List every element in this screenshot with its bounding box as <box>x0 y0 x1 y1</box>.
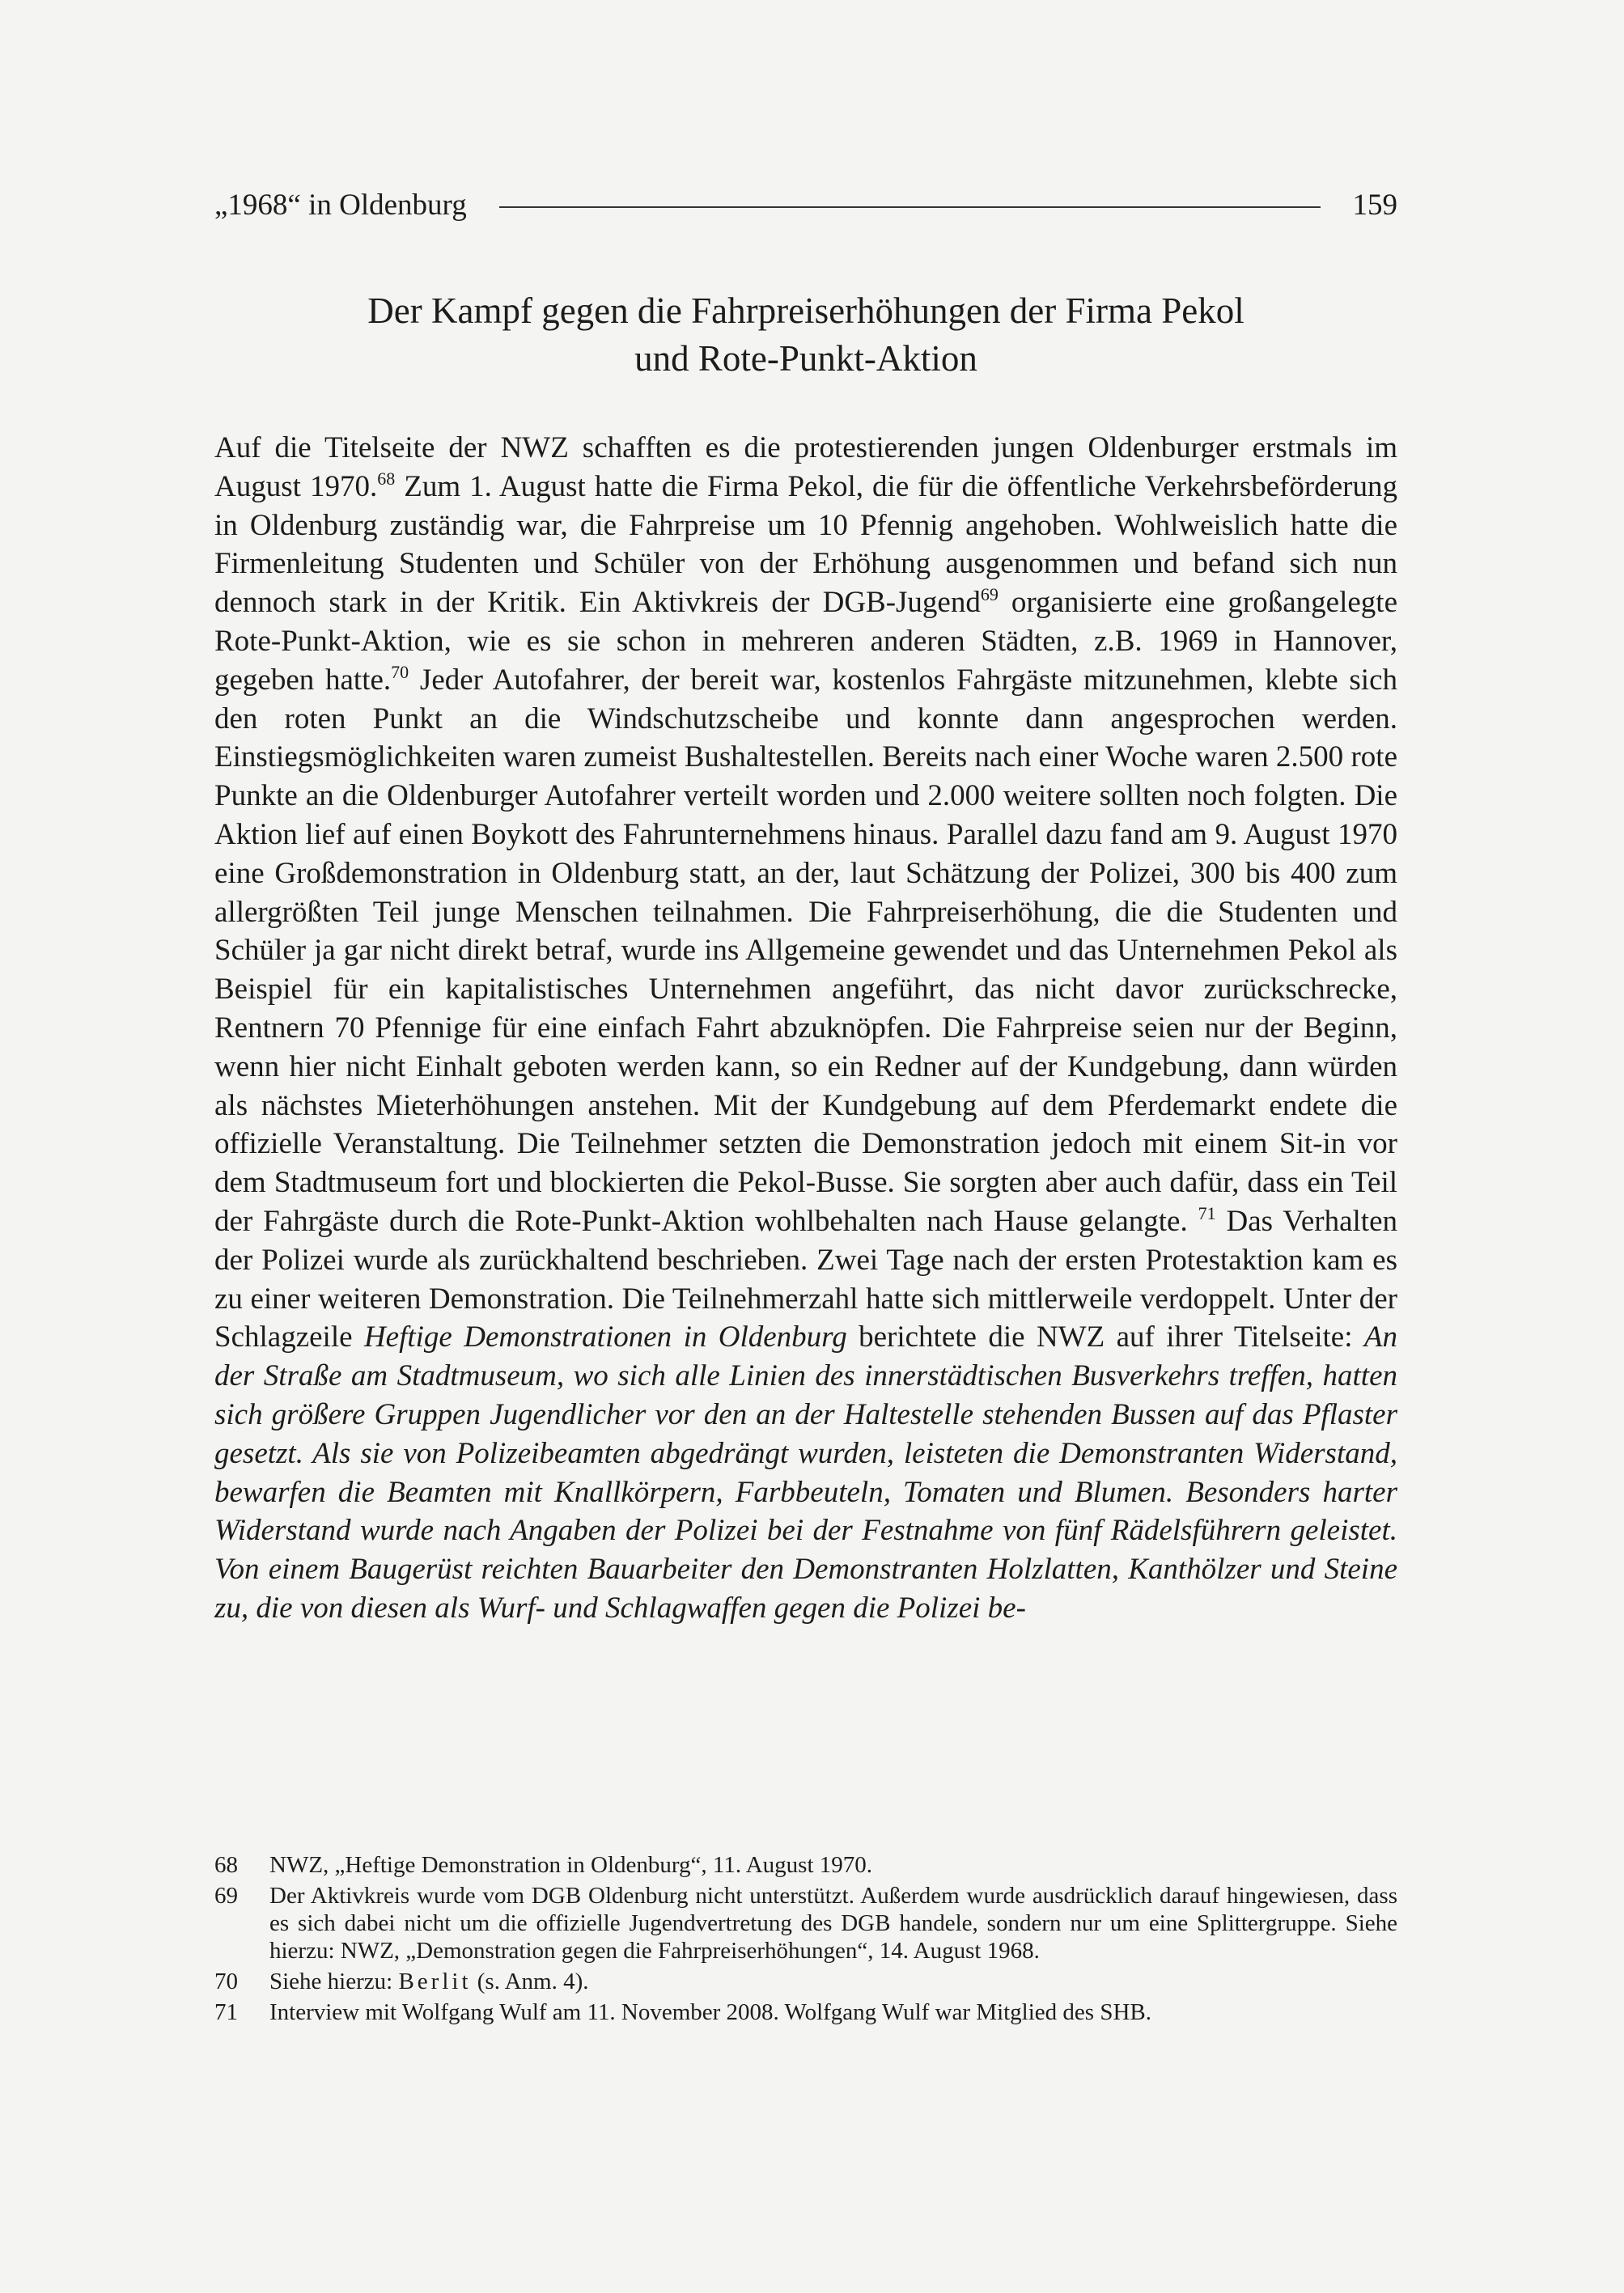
footnote-number: 70 <box>214 1969 238 1994</box>
footnote-68 <box>214 1851 1397 1879</box>
body-paragraph <box>214 429 1397 1628</box>
footnote-69 <box>214 1882 1397 1965</box>
footnote-number: 71 <box>214 1999 238 2025</box>
body-text-run: Auf die Titelseite der NWZ schafften es die protestierenden jungen Oldenburger erstmals im August 1970. <box>214 431 1397 503</box>
page-number: 159 <box>1352 189 1397 222</box>
footnote-number: 68 <box>214 1852 238 1878</box>
footnote-author: Berlit <box>398 1969 472 1994</box>
footnote-70 <box>214 1968 1397 1995</box>
section-heading <box>214 287 1397 383</box>
footnotes <box>214 1851 1397 2029</box>
running-head <box>214 186 1397 225</box>
footnote-71 <box>214 1998 1397 2026</box>
body-text-run: Zum 1. August hatte die Firma Pekol, die für die öffentliche Verkehrsbeförderung in Oldenburg zuständig war, die Fahrpreise um 10 Pfennig angehoben. Wohlweislich hatte die Firmenleitung Studenten und Schüler von der Erhöhung ausgenommen und befand sich nun dennoch stark in der Kritik. Ein Aktivkreis der DGB-Jugend <box>214 469 1398 620</box>
footnote-text: Der Aktivkreis wurde vom DGB Oldenburg nicht unterstützt. Außerdem wurde ausdrücklich darauf hingewiesen, dass es sich dabei nicht um die offizielle Jugendvertretung des DGB handele, sondern nur um eine Splittergruppe. Siehe hierzu: NWZ, „Demonstration gegen die Fahrpreiserhöhungen“, 14. August 1968. <box>269 1883 1397 1964</box>
footnote-text <box>269 1968 1397 1995</box>
footnote-text-prefix: Siehe hierzu: <box>269 1969 399 1994</box>
body-text-run: Jeder Autofahrer, der bereit war, kostenlos Fahrgäste mitzunehmen, klebte sich den roten Punkt an die Windschutzscheibe und konnte dann angesprochen werden. Einstiegsmöglichkeiten waren zumeist Bushaltestellen. Bereits nach einer Woche waren 2.500 rote Punkte an die Oldenburger Autofahrer verteilt worden und 2.000 weitere sollten noch folgten. Die Aktion lief auf einen Boykott des Fahrunternehmens hinaus. Parallel dazu fand am 9. August 1970 eine Großdemonstration in Oldenburg statt, an der, laut Schätzung der Polizei, 300 bis 400 zum allergrößten Teil junge Menschen teilnahmen. Die Fahrpreiserhöhung, die die Studenten und Schüler ja gar nicht direkt betraf, wurde ins Allgemeine gewendet und das Unternehmen Pekol als Beispiel für ein kapitalistisches Unternehmen angeführt, das nicht davor zurückschrecke, Rentnern 70 Pfennige für eine einfach Fahrt abzuknöpfen. Die Fahrpreise seien nur der Beginn, wenn hier nicht Einhalt geboten werden kann, so ein Redner auf der Kundgebung, dann würden als nächstes Mieterhöhungen anstehen. Mit der Kundgebung auf dem Pferdemarkt endete die offizielle Veranstaltung. Die Teilnehmer setzten die Demonstration jedoch mit einem Sit-in vor dem Stadtmuseum fort und blockierten die Pekol-Busse. Sie sorgten aber auch dafür, dass ein Teil der Fahrgäste durch die Rote-Punkt-Aktion wohlbehalten nach Hause gelangte. <box>214 663 1398 1238</box>
body-text-run: organisierte eine großangelegte Rote-Punkt-Aktion, wie es sie schon in mehreren anderen Städten, z.B. 1969 in Hannover, gegeben hatte. <box>214 586 1397 697</box>
footnote-text-suffix: (s. Anm. 4). <box>471 1969 589 1994</box>
italic-quotation: An der Straße am Stadtmuseum, wo sich alle Linien des innerstädtischen Busverkehrs treffen, hatten sich größere Gruppen Jugendlicher vor den an der Haltestelle stehenden Bussen auf das Pflaster gesetzt. Als sie von Polizeibeamten abgedrängt wurden, leisteten die Demonstranten Widerstand, bewarfen die Beamten mit Knallkörpern, Farbbeuteln, Tomaten und Blumen. Besonders harter Widerstand wurde nach Angaben der Polizei bei der Festnahme von fünf Rädelsführern geleistet. Von einem Baugerüst reichten Bauarbeiter den Demonstranten Holzlatten, Kanthölzer und Steine zu, die von diesen als Wurf- und Schlagwaffen gegen die Polizei be- <box>214 1320 1397 1625</box>
italic-headline: Heftige Demonstrationen in Oldenburg <box>363 1320 847 1354</box>
footnote-ref-70[interactable]: 70 <box>391 661 409 682</box>
heading-line-2: und Rote-Punkt-Aktion <box>634 338 977 379</box>
footnote-ref-68[interactable]: 68 <box>377 468 396 489</box>
running-head-rule <box>499 206 1321 208</box>
footnote-ref-69[interactable]: 69 <box>980 584 999 605</box>
body-text-run: berichtete die NWZ auf ihrer Titelseite: <box>846 1320 1364 1354</box>
heading-line-1: Der Kampf gegen die Fahrpreiserhöhungen der Firma Pekol <box>367 290 1245 331</box>
footnote-number: 69 <box>214 1883 238 1909</box>
body-text <box>214 429 1397 1628</box>
footnote-text: NWZ, „Heftige Demonstration in Oldenburg“, 11. August 1970. <box>269 1852 873 1878</box>
footnote-ref-71[interactable]: 71 <box>1198 1202 1216 1223</box>
footnote-text: Interview mit Wolfgang Wulf am 11. November 2008. Wolfgang Wulf war Mitglied des SHB. <box>269 1999 1151 2025</box>
running-head-title: „1968“ in Oldenburg <box>214 189 467 222</box>
body-text-run: Das Verhalten der Polizei wurde als zurückhaltend beschrieben. Zwei Tage nach der ersten Protestaktion kam es zu einer weiteren Demonstration. Die Teilnehmerzahl hatte sich mittlerweile verdoppelt. Unter der Schlagzeile <box>214 1204 1397 1354</box>
